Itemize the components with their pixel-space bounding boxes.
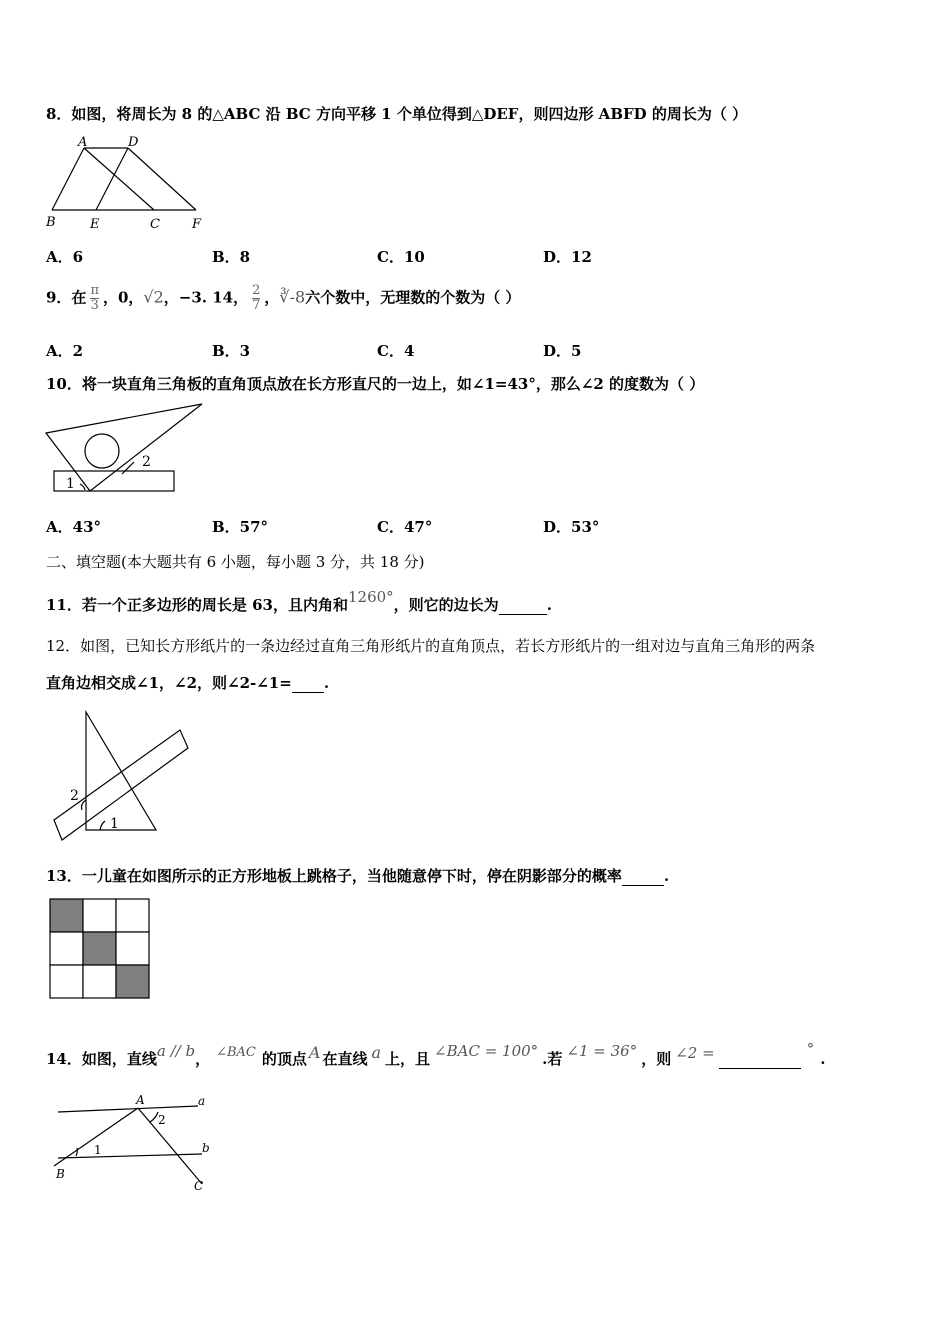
q8-figure: [44, 132, 214, 232]
q9-mid: ，−3. 14，: [163, 288, 249, 307]
q10-label-2: 2: [142, 454, 151, 470]
q9-pi-fraction: $\frac{\pi}{3}$: [90, 283, 99, 313]
q13-text: 13．一儿童在如图所示的正方形地板上跳格子，当他随意停下时，停在阴影部分的概率 .: [46, 867, 670, 885]
q14-label-b-line: b: [202, 1141, 210, 1155]
q12-label-1: 1: [110, 816, 119, 832]
q8-label-e: E: [90, 217, 100, 232]
q14-condition-2: ∠1 = 36°: [566, 1042, 638, 1060]
q14-condition-1: ∠BAC = 100°: [434, 1042, 539, 1060]
grid-cell: [50, 899, 83, 932]
q12-answer-blank[interactable]: [292, 674, 324, 693]
q8-label-d: D: [128, 135, 139, 150]
q12-label-2: 2: [70, 788, 79, 804]
section-title: 二、填空题(本大题共有 6 小题，每小题 3 分，共 18 分): [46, 553, 425, 571]
q14-text: 14．如图，直线a // b， ∠BAC 的顶点 A 在直线 a 上，且 ∠BAC = 100° .若 ∠1 = 36° ，则 ∠2 = °.: [46, 1040, 826, 1068]
q11-answer-blank[interactable]: [499, 596, 547, 615]
q12-line1: 12．如图，已知长方形纸片的一条边经过直角三角形纸片的直角顶点，若长方形纸片的一组对边与直角三角形的两条: [46, 637, 816, 655]
q14-label-c-point: C: [194, 1179, 204, 1193]
grid-cell: [116, 899, 149, 932]
q9-fraction: $\frac{2}{7}$: [252, 283, 261, 313]
q10-figure: [44, 400, 209, 498]
q8-label-c: C: [150, 217, 160, 232]
grid-cell: [83, 899, 116, 932]
q9-option-a: A．2: [46, 342, 84, 360]
q10-option-a: A．43°: [46, 518, 102, 536]
q9-option-c: C．4: [377, 342, 415, 360]
grid-cell: [50, 932, 83, 965]
q14-angle-bac: ∠BAC: [216, 1045, 256, 1060]
q14-vertex-a: A: [308, 1043, 321, 1062]
q14-label-a-line: a: [198, 1094, 206, 1108]
q11-value: 1260°: [347, 588, 394, 606]
q14-label-b-point: B: [56, 1167, 65, 1181]
q14-line-a: a: [371, 1043, 382, 1062]
q8-option-a: A．6: [46, 248, 84, 266]
q8-label-a: A: [78, 135, 88, 150]
q14-answer-blank[interactable]: [719, 1050, 801, 1069]
q14-label-1: 1: [94, 1143, 102, 1157]
q11-text: 11．若一个正多边形的周长是 63，且内角和1260°，则它的边长为 .: [46, 588, 552, 614]
grid-cell: [116, 932, 149, 965]
grid-cell: [116, 965, 149, 998]
q9-cbrt: ∛-8: [279, 287, 306, 307]
q9-suffix: 六个数中，无理数的个数为（ ）: [305, 288, 521, 307]
grid-cell: [50, 965, 83, 998]
q12-line2: 直角边相交成∠1，∠2，则∠2-∠1= .: [46, 674, 330, 692]
q14-degree: °: [806, 1040, 815, 1058]
q10-option-c: C．47°: [377, 518, 433, 536]
q8-option-c: C．10: [377, 248, 425, 266]
q9-text: [46, 284, 520, 313]
q8-text: 8．如图，将周长为 8 的△ABC 沿 BC 方向平移 1 个单位得到△DEF，则四边形 ABFD 的周长为（ ）: [46, 105, 748, 123]
q9-sqrt2: √2: [143, 287, 164, 307]
q8-option-d: D．12: [543, 248, 592, 266]
q10-option-b: B．57°: [212, 518, 269, 536]
q10-label-1: 1: [66, 476, 75, 492]
q8-option-b: B．8: [212, 248, 251, 266]
q14-ask: ∠2 =: [675, 1044, 715, 1062]
q12-figure: [48, 708, 193, 848]
q8-label-f: F: [192, 217, 202, 232]
q10-option-d: D．53°: [543, 518, 600, 536]
q14-label-2: 2: [158, 1113, 166, 1127]
q9-comma: ，: [264, 288, 280, 307]
q9-prefix: 9．在: [46, 288, 87, 307]
q9-option-d: D．5: [543, 342, 582, 360]
q9-zero: ，0，: [102, 288, 144, 307]
q9-option-b: B．3: [212, 342, 251, 360]
q13-grid: [48, 897, 154, 1003]
q14-parallel: a // b: [156, 1042, 196, 1060]
grid-cell: [83, 965, 116, 998]
grid-cell: [83, 932, 116, 965]
q10-text: 10．将一块直角三角板的直角顶点放在长方形直尺的一边上，如∠1=43°，那么∠2 的度数为（ ）: [46, 375, 705, 393]
q8-label-b: B: [46, 215, 56, 230]
q13-answer-blank[interactable]: [622, 867, 664, 886]
q14-figure: [46, 1090, 216, 1198]
q14-label-a-point: A: [136, 1093, 145, 1107]
